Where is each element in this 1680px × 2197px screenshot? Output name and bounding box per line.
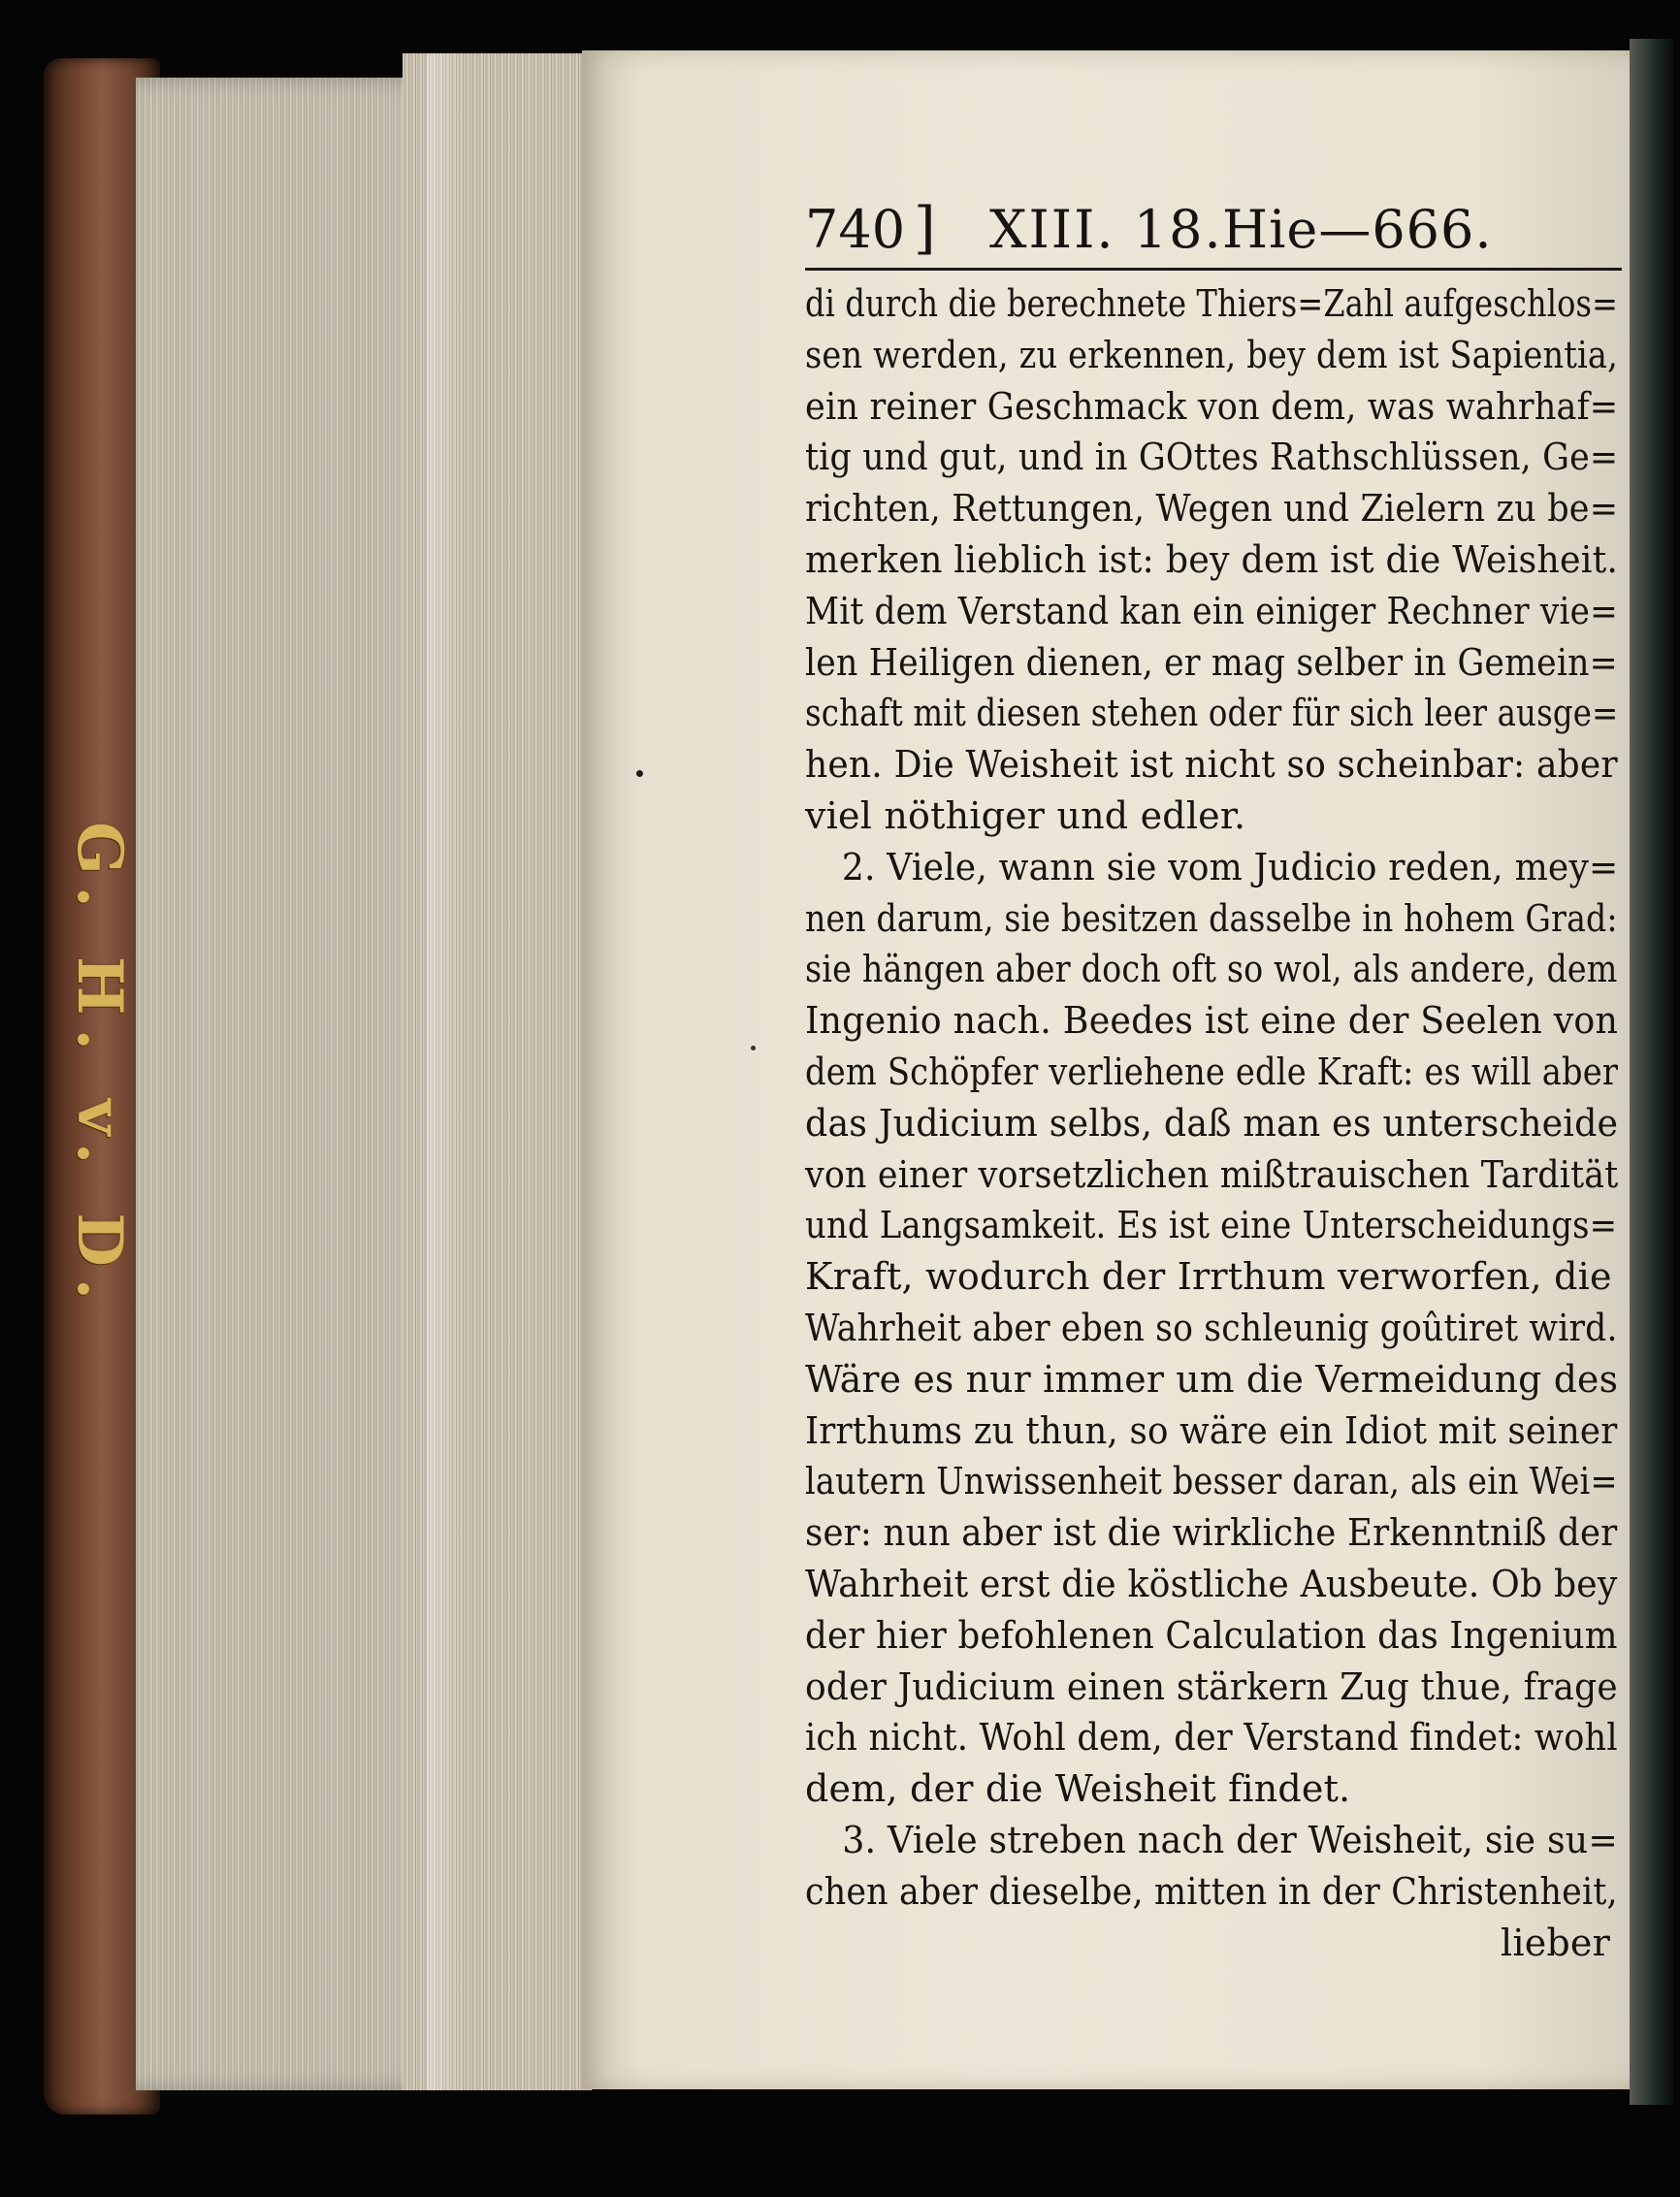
ink-speck [636,770,643,777]
text-line: nen darum, sie besitzen dasselbe in hohem Grad: [805,896,1618,940]
page-number: 740 [805,199,906,260]
text-line: chen aber dieselbe, mitten in der Christenheit, [805,1869,1618,1913]
text-line: und Langsamkeit. Es ist eine Unterscheidungs= [805,1204,1618,1247]
text-line: di durch die berechnete Thiers=Zahl aufgeschlos= [805,282,1619,325]
text-line: oder Judicium einen stärkern Zug thue, frage [805,1664,1618,1708]
text-line: ein reiner Geschmack von dem, was wahrhaf= [805,384,1619,428]
catchword-reference: Hie—666. [1222,199,1493,260]
text-line: tig und gut, und in GOttes Rathschlüssen, Ge= [805,436,1619,479]
text-line: dem Schöpfer verliehene edle Kraft: es will aber [805,1050,1619,1093]
page-edge-highlight [427,53,466,2090]
text-line: von einer vorsetzlichen mißtrauischen Tardität [805,1152,1619,1196]
text-line: richten, Rettungen, Wegen und Zielern zu be= [805,487,1619,531]
text-line: hen. Die Weisheit ist nicht so scheinbar: aber [805,743,1618,787]
text-line: lautern Unwissenheit besser daran, als ein Wei= [805,1460,1618,1503]
text-line: sen werden, zu erkennen, bey dem ist Sapientia, [805,333,1618,376]
text-line: Irrthums zu thun, so wäre ein Idiot mit seiner [805,1408,1618,1452]
section-number: XIII. 18. [989,199,1223,260]
text-line: Mit dem Verstand kan ein einiger Rechner vie= [805,589,1618,632]
text-line: Kraft, wodurch der Irrthum verworfen, die [805,1255,1612,1299]
header-rule [805,268,1622,271]
text-line: 2. Viele, wann sie vom Judicio reden, mey= [841,845,1619,888]
page-body-text [805,278,1630,1968]
text-line: Wäre es nur immer um die Vermeidung des [805,1357,1619,1401]
text-line: len Heiligen dienen, er mag selber in Gemein= [805,640,1618,684]
text-line: schaft mit diesen stehen oder für sich leer ausge= [805,692,1619,735]
text-line: lieber [1501,1921,1610,1964]
text-line: ser: nun aber ist die wirkliche Erkenntniß der [805,1511,1618,1555]
spine-title [60,821,138,1313]
text-line: Wahrheit aber eben so schleunig goûtiret wird. [805,1306,1618,1349]
text-line: 3. Viele streben nach der Weisheit, sie su= [842,1818,1619,1861]
text-line: merken lieblich ist: bey dem ist die Weisheit. [805,537,1619,581]
text-line: dem, der die Weisheit findet. [805,1767,1351,1811]
ink-speck [751,1046,756,1050]
spine-title-text: G. H. v. D. [62,821,136,1313]
text-line: sie hängen aber doch oft so wol, als andere, dem [805,948,1618,991]
page-number-bracket: ] [914,195,936,261]
page-gutter [1630,39,1673,2105]
text-line: der hier befohlenen Calculation das Ingenium [805,1613,1618,1657]
text-line: viel nöthiger und edler. [805,793,1246,837]
text-line: ich nicht. Wohl dem, der Verstand findet: wohl [805,1716,1618,1760]
text-line: Ingenio nach. Beedes ist eine der Seelen von [805,999,1619,1043]
running-header [805,195,1620,265]
text-line: Wahrheit erst die köstliche Ausbeute. Ob bey [805,1562,1618,1605]
text-line: das Judicium selbs, daß man es unterscheide [805,1101,1619,1145]
